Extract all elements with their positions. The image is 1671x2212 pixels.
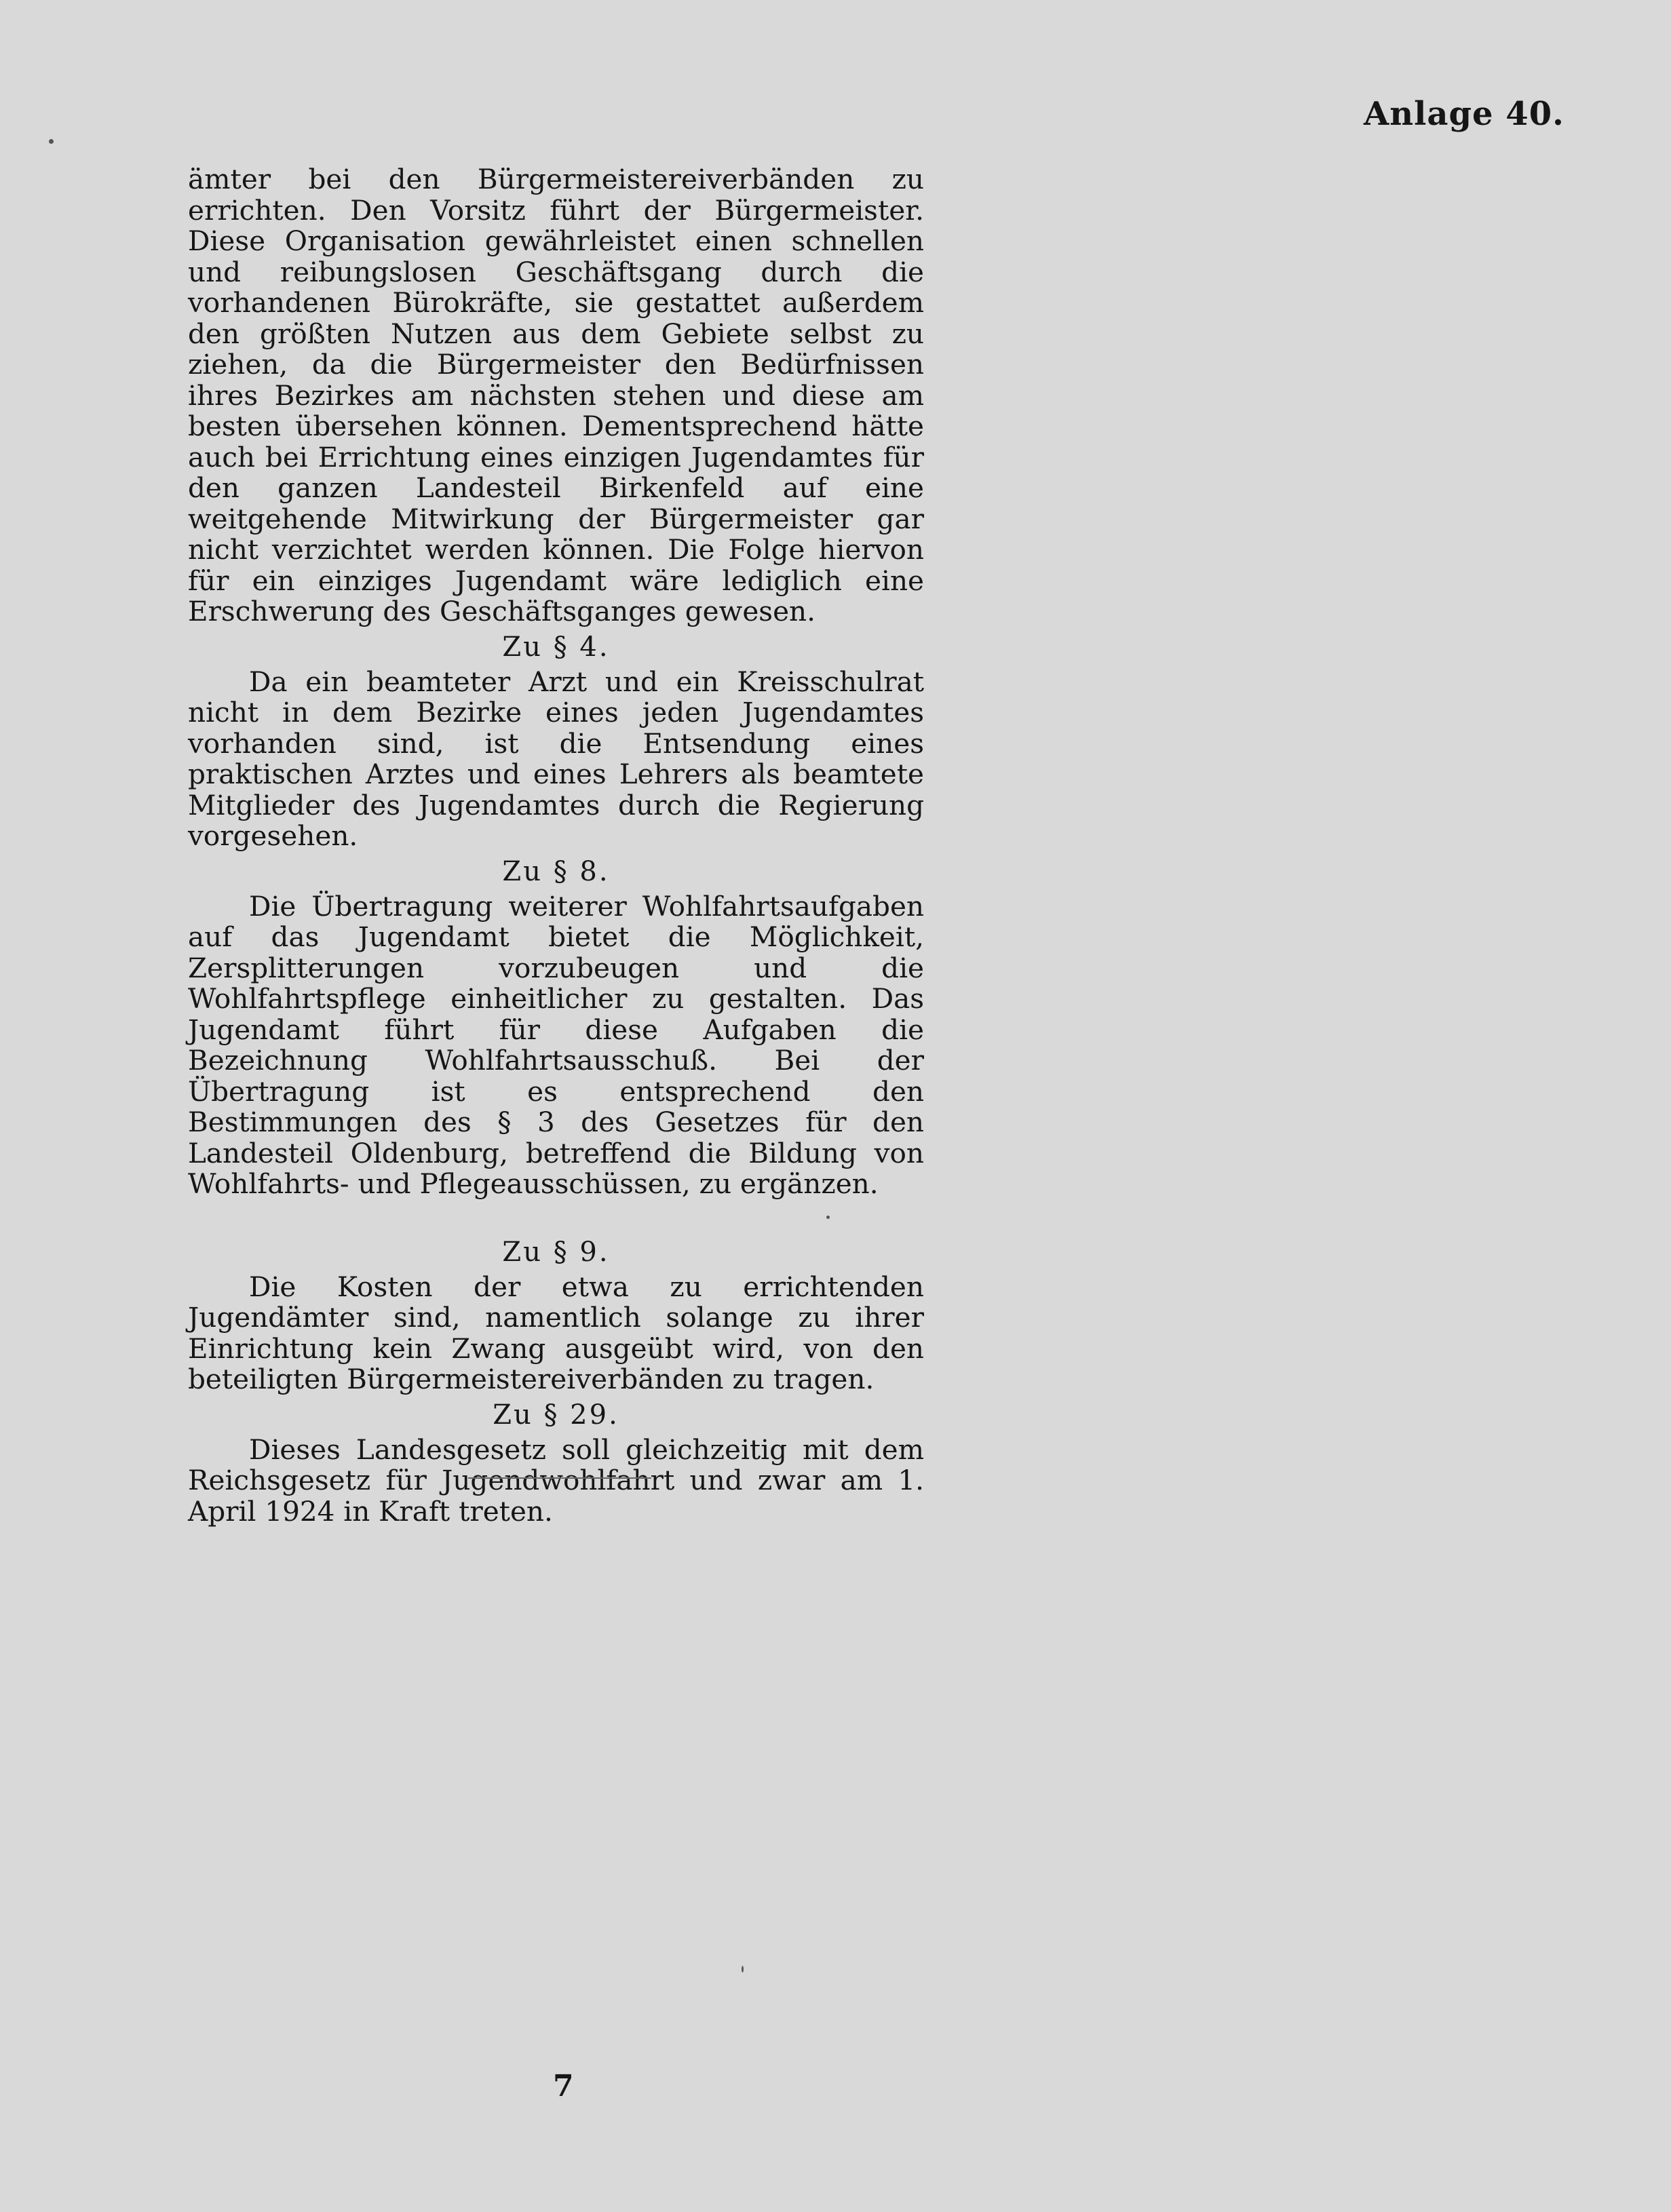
continuation-paragraph: ämter bei den Bürgermeistereiverbänden zu errichten. Den Vorsitz führt der Bürgermeister. Diese Organisation gewährleistet einen schnellen und reibungslosen Geschäftsgang durch die vorhandenen Bürokräfte, sie gestattet außerdem den größten Nutzen aus dem Gebiete selbst zu ziehen, da die Bürgermeister den Bedürfnissen ihres Bezirkes am nächsten stehen und diese am besten übersehen können. Dementsprechend hätte auch bei Errichtung eines einzigen Jugendamtes für den ganzen Landesteil Birkenfeld auf eine weitgehende Mitwirkung der Bürgermeister gar nicht verzichtet werden können. Die Folge hiervon für ein einziges Jugendamt wäre lediglich eine Erschwerung des Geschäftsganges gewesen. [188, 163, 924, 627]
document-body [188, 164, 924, 1527]
section-heading-9: Zu § 9. [502, 1236, 610, 1268]
scan-speck [742, 1966, 744, 1973]
section-text-9: Die Kosten der etwa zu errichtenden Jugendämter sind, namentlich solange zu ihrer Einrichtung kein Zwang ausgeübt wird, von den beteiligten Bürgermeistereiverbänden zu tragen. [188, 1270, 924, 1395]
paragraph-gap [188, 1200, 924, 1233]
page-number: 7 [553, 2069, 574, 2103]
scan-speck [49, 139, 54, 144]
section-heading-4: Zu § 4. [502, 631, 610, 663]
section-heading-29: Zu § 29. [493, 1399, 619, 1431]
section-text-8: Die Übertragung weiterer Wohlfahrtsaufgaben auf das Jugendamt bietet die Möglichkeit, Zersplitterungen vorzubeugen und die Wohlfahrtspflege einheitlicher zu gestalten. Das Jugendamt führt für diese Aufgaben die Bezeichnung Wohlfahrtsausschuß. Bei der Übertragung ist es entsprechend den Bestimmungen des § 3 des Gesetzes für den Landesteil Oldenburg, betreffend die Bildung von Wohlfahrts- und Pflegeausschüssen, zu ergänzen. [188, 889, 924, 1200]
section-text-29: Dieses Landesgesetz soll gleichzeitig mit dem Reichsgesetz für Jugendwohlfahrt und zwar am 1. April 1924 in Kraft treten. [188, 1433, 924, 1528]
section-text-4: Da ein beamteter Arzt und ein Kreisschulrat nicht in dem Bezirke eines jeden Jugendamtes vorhanden sind, ist die Entsendung eines praktischen Arztes und eines Lehrers als beamtete Mitglieder des Jugendamtes durch die Regierung vorgesehen. [188, 665, 924, 852]
end-divider [468, 1477, 651, 1479]
annex-label: Anlage 40. [1364, 95, 1564, 133]
section-heading-8: Zu § 8. [502, 855, 610, 887]
